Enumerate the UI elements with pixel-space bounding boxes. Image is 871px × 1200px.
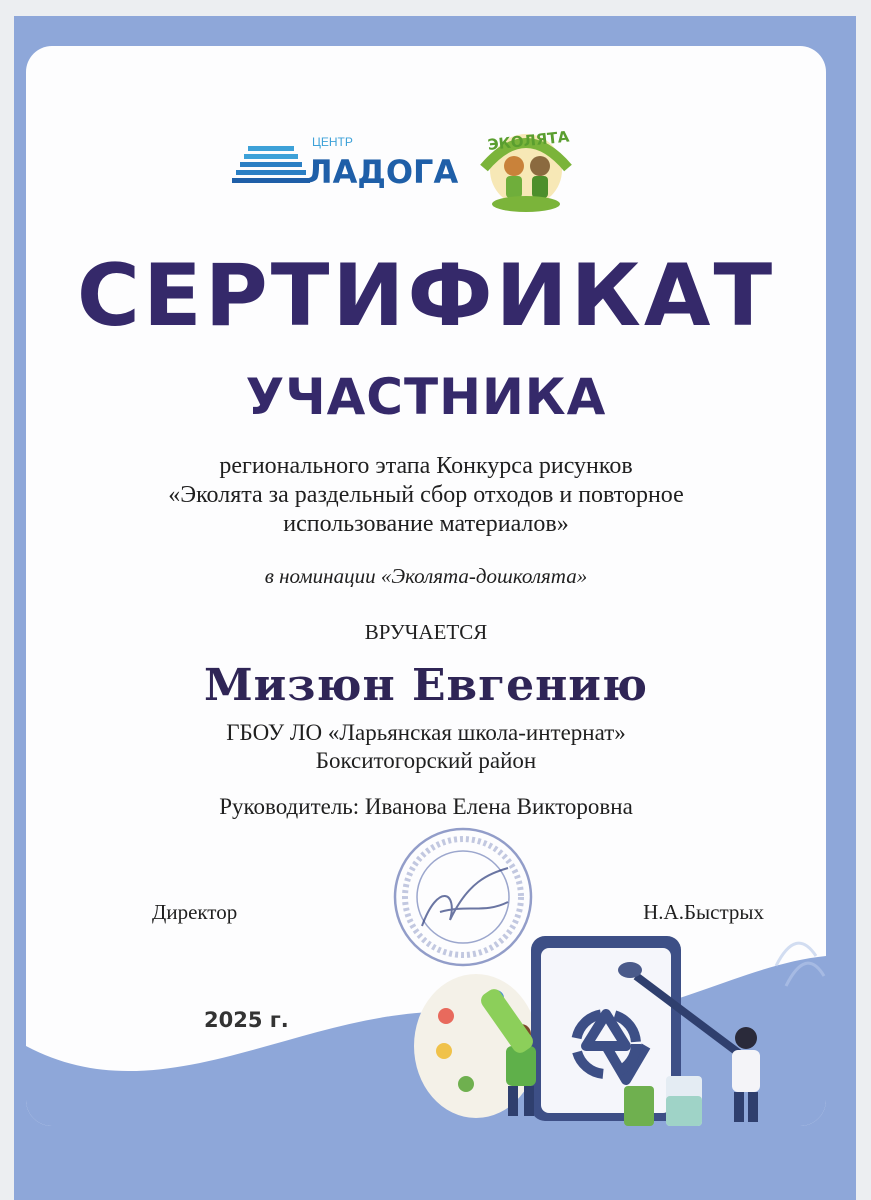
contest-line-2: «Эколята за раздельный сбор отходов и повторное xyxy=(168,482,684,508)
ladoga-main-text: ЛАДОГА xyxy=(306,153,459,191)
school-name: ГБОУ ЛО «Ларьянская школа-интернат» xyxy=(226,720,626,745)
contest-description xyxy=(86,452,766,539)
director-name: Н.А.Быстрых xyxy=(643,900,764,924)
recipient-name: Мизюн Евгению xyxy=(203,660,649,711)
signature xyxy=(422,868,508,926)
ekolyata-logo xyxy=(484,127,570,212)
logos xyxy=(226,108,606,218)
district-name: Бокситогорский район xyxy=(315,748,537,773)
contest-line-3: использование материалов» xyxy=(283,511,569,537)
nomination: в номинации «Эколята-дошколята» xyxy=(264,564,588,588)
director-label: Директор xyxy=(152,900,238,924)
ladoga-top-text: ЦЕНТР xyxy=(312,135,353,149)
recycling-illustration xyxy=(26,926,826,1126)
ladoga-logo xyxy=(232,135,458,191)
awarded-label: ВРУЧАЕТСЯ xyxy=(364,620,488,644)
certificate-sheet xyxy=(26,46,826,1126)
contest-line-1: регионального этапа Конкурса рисунков xyxy=(219,453,633,479)
certificate-subtitle: УЧАСТНИКА xyxy=(245,368,607,426)
tablet-recycle-icon xyxy=(531,936,681,1121)
certificate-title: СЕРТИФИКАТ xyxy=(76,246,776,346)
year: 2025 г. xyxy=(204,1008,289,1032)
supervisor: Руководитель: Иванова Елена Викторовна xyxy=(219,794,633,819)
ekolyata-text: ЭКОЛЯТА xyxy=(486,127,571,154)
